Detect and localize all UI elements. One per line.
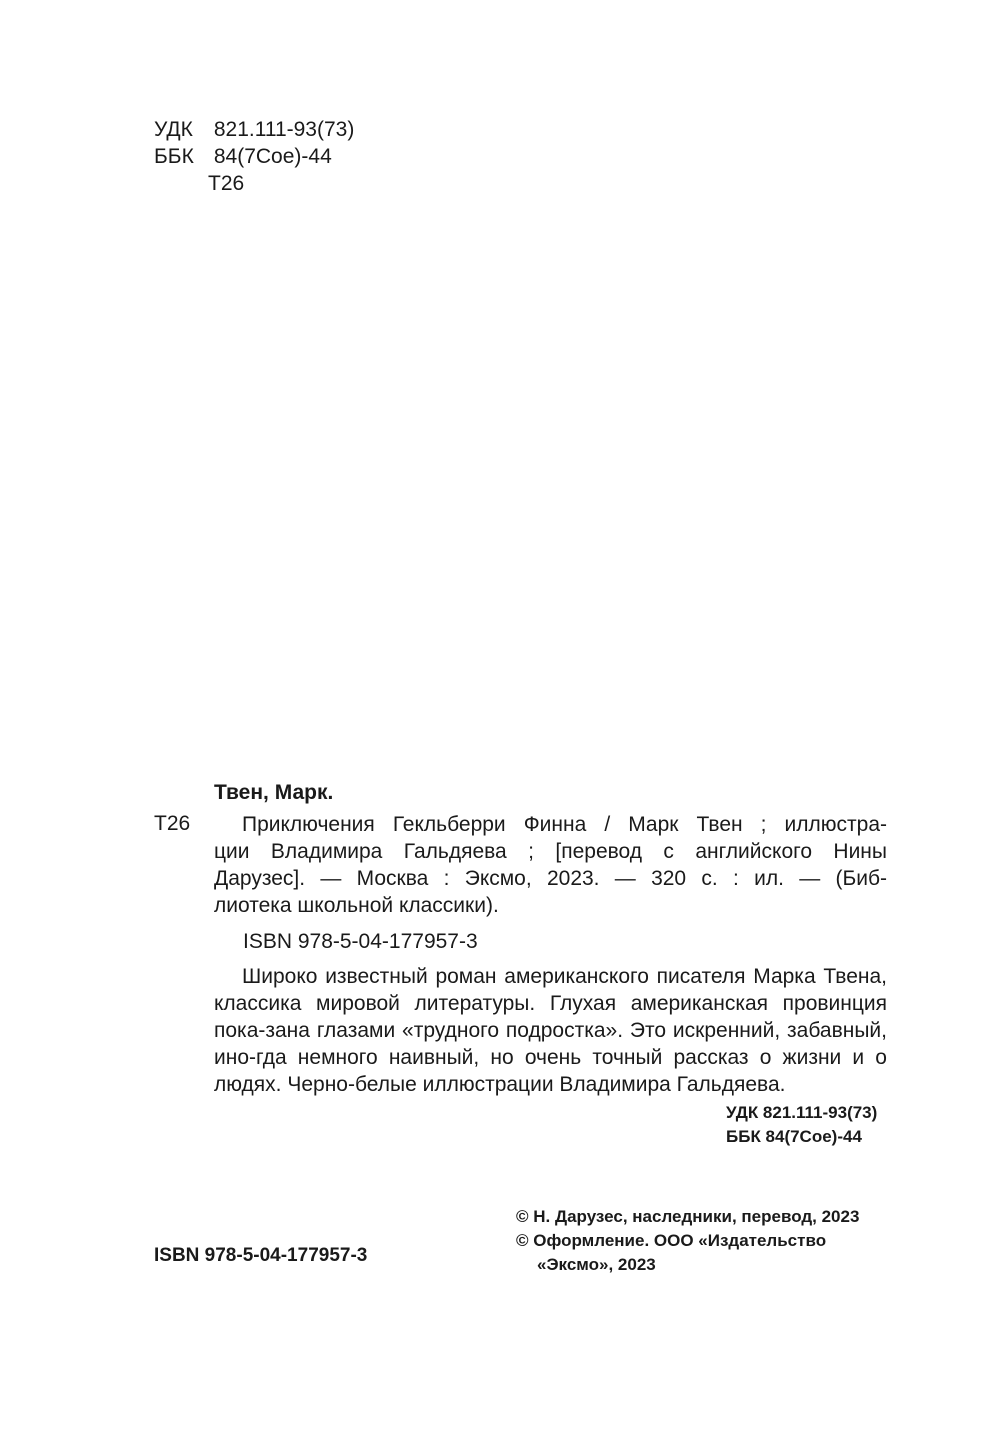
bibliographic-line-2: ции Владимира Гальдяева ; [перевод с английского Нины: [214, 840, 887, 863]
record-author-sign: Т26: [154, 812, 191, 835]
bibliographic-line-1: Приключения Гекльберри Финна / Марк Твен ; иллюстра-: [242, 813, 887, 836]
copyright-line-2: © Оформление. ООО «Издательство: [516, 1231, 827, 1250]
record-annotation: Широко известный роман американского писателя Марка Твена, классика мировой литературы. Глухая американская провинция пока-зана глазами «трудного подростка». Это искренний, забавный, ино-гда немного наивный, но очень точный рассказ о жизни и о людях. Черно-белые иллюстрации Владимира Гальдяева.: [214, 965, 887, 1096]
top-author-sign: Т26: [208, 172, 245, 195]
top-udk-label: УДК: [154, 118, 193, 141]
bibliographic-description: [214, 811, 887, 919]
bibliographic-line-3: Дарузес]. — Москва : Эксмо, 2023. — 320 с. : ил. — (Биб-: [214, 867, 887, 890]
copyright-line-3: «Эксмо», 2023: [537, 1255, 656, 1274]
copyright-line-1: © Н. Дарузес, наследники, перевод, 2023: [516, 1207, 860, 1226]
top-bbk-row: [154, 143, 354, 170]
classification-bbk: ББК 84(7Сое)-44: [726, 1127, 862, 1146]
top-udk-row: [154, 116, 354, 143]
top-udk-value: 821.111-93(73): [213, 118, 355, 141]
top-classification-codes: [154, 116, 354, 197]
top-bbk-label: ББК: [154, 145, 194, 168]
record-isbn: ISBN 978-5-04-177957-3: [243, 930, 478, 953]
bibliographic-line-4: лиотека школьной классики).: [214, 894, 499, 917]
classification-codes: [700, 1101, 887, 1149]
isbn-bold: ISBN 978-5-04-177957-3: [154, 1245, 368, 1266]
record-author: Твен, Марк.: [214, 781, 334, 804]
top-bbk-value: 84(7Сое)-44: [213, 145, 332, 168]
classification-udk: УДК 821.111-93(73): [726, 1103, 878, 1122]
copyright-block: [516, 1205, 859, 1277]
